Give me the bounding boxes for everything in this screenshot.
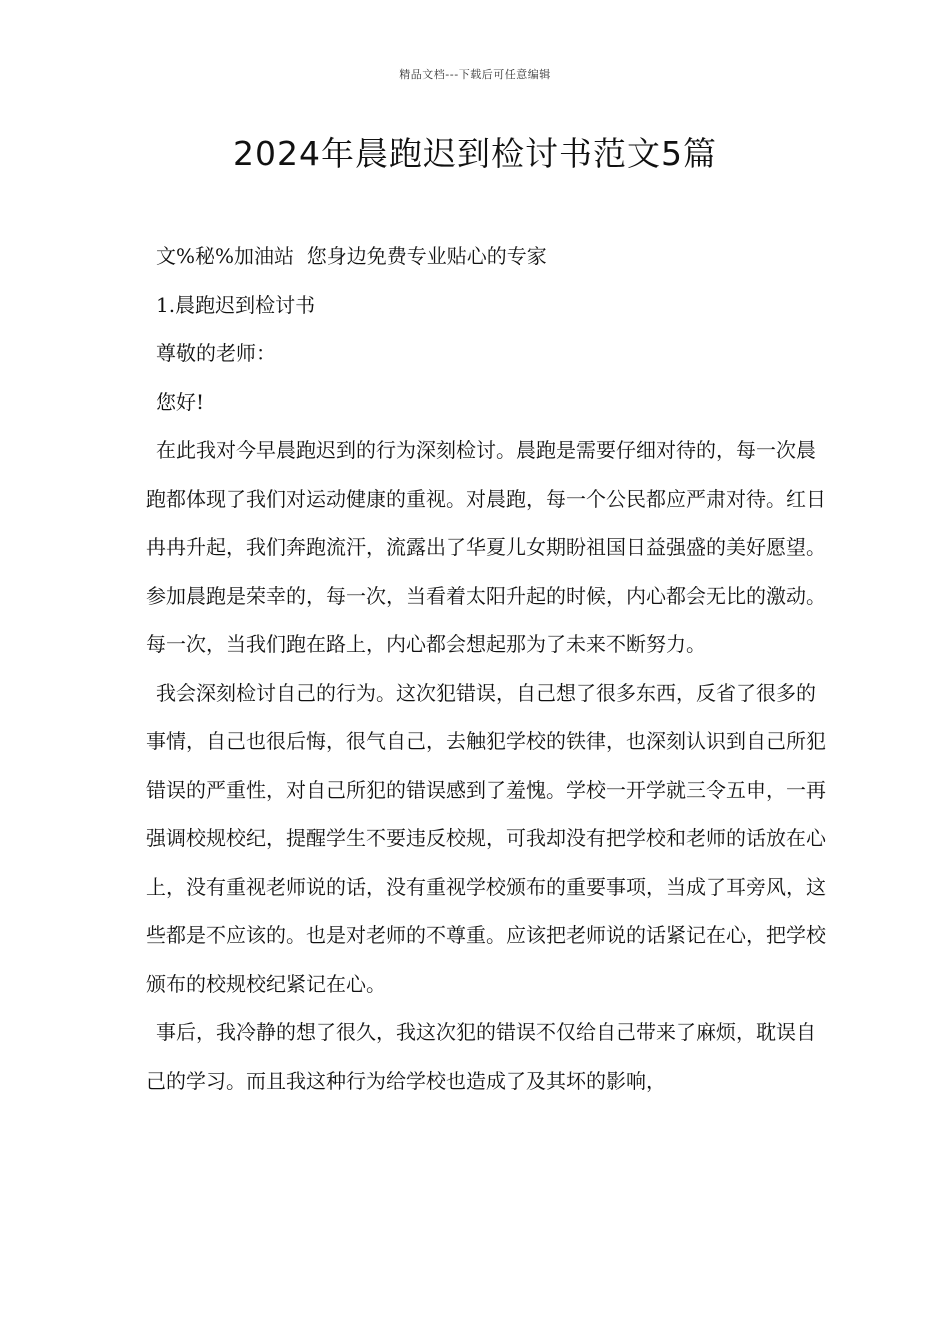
- greeting: 您好!: [156, 389, 205, 414]
- tagline: 文%秘%加油站 您身边免费专业贴心的专家: [156, 244, 547, 268]
- document-body: [146, 232, 826, 1105]
- section-heading: 1.晨跑迟到检讨书: [156, 292, 316, 317]
- body-paragraph: 事后，我冷静的想了很久，我这次犯的错误不仅给自己带来了麻烦，耽误自己的学习。而且我这种行为给学校也造成了及其坏的影响，: [146, 1020, 816, 1093]
- document-title: 2024年晨跑迟到检讨书范文5篇: [233, 134, 717, 173]
- salutation: 尊敬的老师：: [156, 341, 276, 365]
- body-paragraph: 我会深刻检讨自己的行为。这次犯错误，自己想了很多东西，反省了很多的事情，自己也很后悔，很气自己，去触犯学校的铁律，也深刻认识到自己所犯错误的严重性，对自己所犯的错误感到了羞愧。学校一开学就三令五申，一再强调校规校纪，提醒学生不要违反校规，可我却没有把学校和老师的话放在心上，没有重视老师说的话，没有重视学校颁布的重要事项，当成了耳旁风，这些都是不应该的。也是对老师的不尊重。应该把老师说的话紧记在心，把学校颁布的校规校纪紧记在心。: [146, 680, 826, 996]
- header-note: 精品文档---下载后可任意编辑: [399, 68, 551, 81]
- body-paragraph: 在此我对今早晨跑迟到的行为深刻检讨。晨跑是需要仔细对待的，每一次晨跑都体现了我们对运动健康的重视。对晨跑，每一个公民都应严肃对待。红日冉冉升起，我们奔跑流汗，流露出了华夏儿女期盼祖国日益强盛的美好愿望。参加晨跑是荣幸的，每一次，当看着太阳升起的时候，内心都会无比的激动。每一次，当我们跑在路上，内心都会想起那为了未来不断努力。: [146, 438, 826, 656]
